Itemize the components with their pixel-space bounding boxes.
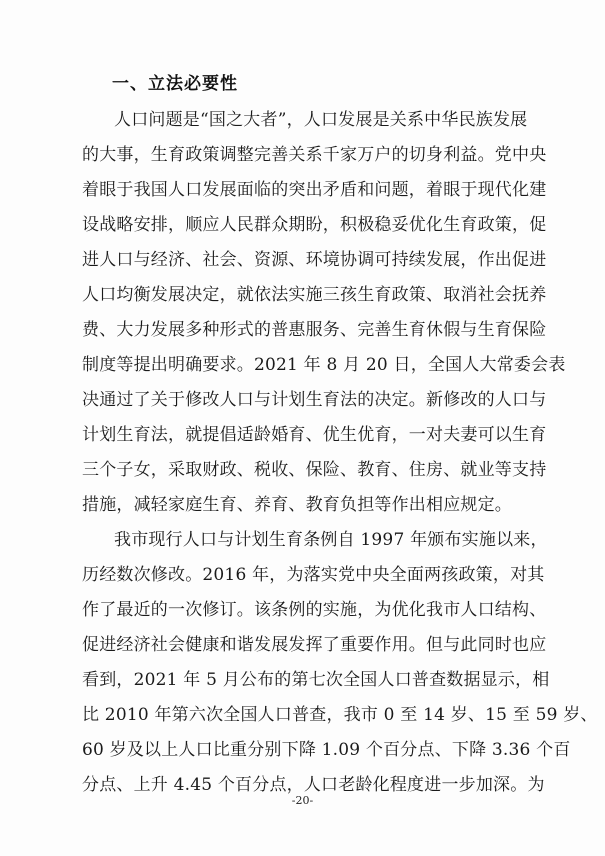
- paragraph-line: 措施，减轻家庭生育、养育、教育负担等作出相应规定。: [82, 495, 512, 515]
- paragraph-line: 计划生育法，就提倡适龄婚育、优生优育，一对夫妻可以生育: [82, 425, 547, 445]
- paragraph-line: 看到，2021 年 5 月公布的第七次全国人口普查数据显示，相: [82, 670, 550, 690]
- paragraph-line: 分点、上升 4.45 个百分点，人口老龄化程度进一步加深。为: [82, 775, 545, 795]
- paragraph-line: 设战略安排，顺应人民群众期盼，积极稳妥优化生育政策，促: [82, 215, 547, 235]
- paragraph-line: 比 2010 年第六次全国人口普查，我市 0 至 14 岁、15 至 59 岁、: [82, 705, 598, 725]
- paragraph-line: 制度等提出明确要求。2021 年 8 月 20 日，全国人大常委会表: [82, 355, 566, 375]
- paragraph-line: 60 岁及以上人口比重分别下降 1.09 个百分点、下降 3.36 个百: [82, 740, 571, 760]
- paragraph-line: 人口均衡发展决定，就依法实施三孩生育政策、取消社会抚养: [82, 285, 547, 305]
- page-number: -20-: [291, 794, 314, 807]
- paragraph-line: 三个子女，采取财政、税收、保险、教育、住房、就业等支持: [82, 460, 547, 480]
- paragraph-line: 我市现行人口与计划生育条例自 1997 年颁布实施以来，: [114, 530, 548, 550]
- paragraph-line: 历经数次修改。2016 年，为落实党中央全面两孩政策，对其: [82, 565, 545, 585]
- paragraph-line: 进人口与经济、社会、资源、环境协调可持续发展，作出促进: [82, 250, 547, 270]
- paragraph-line: 着眼于我国人口发展面临的突出矛盾和问题，着眼于现代化建: [82, 180, 547, 200]
- paragraph-line: 促进经济社会健康和谐发展发挥了重要作用。但与此同时也应: [82, 635, 547, 655]
- paragraph-line: 的大事，生育政策调整完善关系千家万户的切身利益。党中央: [82, 145, 547, 165]
- section-heading: 一、立法必要性: [112, 74, 238, 94]
- paragraph-line: 决通过了关于修改人口与计划生育法的决定。新修改的人口与: [82, 390, 547, 410]
- paragraph-line: 费、大力发展多种形式的普惠服务、完善生育休假与生育保险: [82, 320, 547, 340]
- paragraph-line: 人口问题是“国之大者”，人口发展是关系中华民族发展: [114, 110, 528, 130]
- paragraph-line: 作了最近的一次修订。该条例的实施，为优化我市人口结构、: [82, 600, 547, 620]
